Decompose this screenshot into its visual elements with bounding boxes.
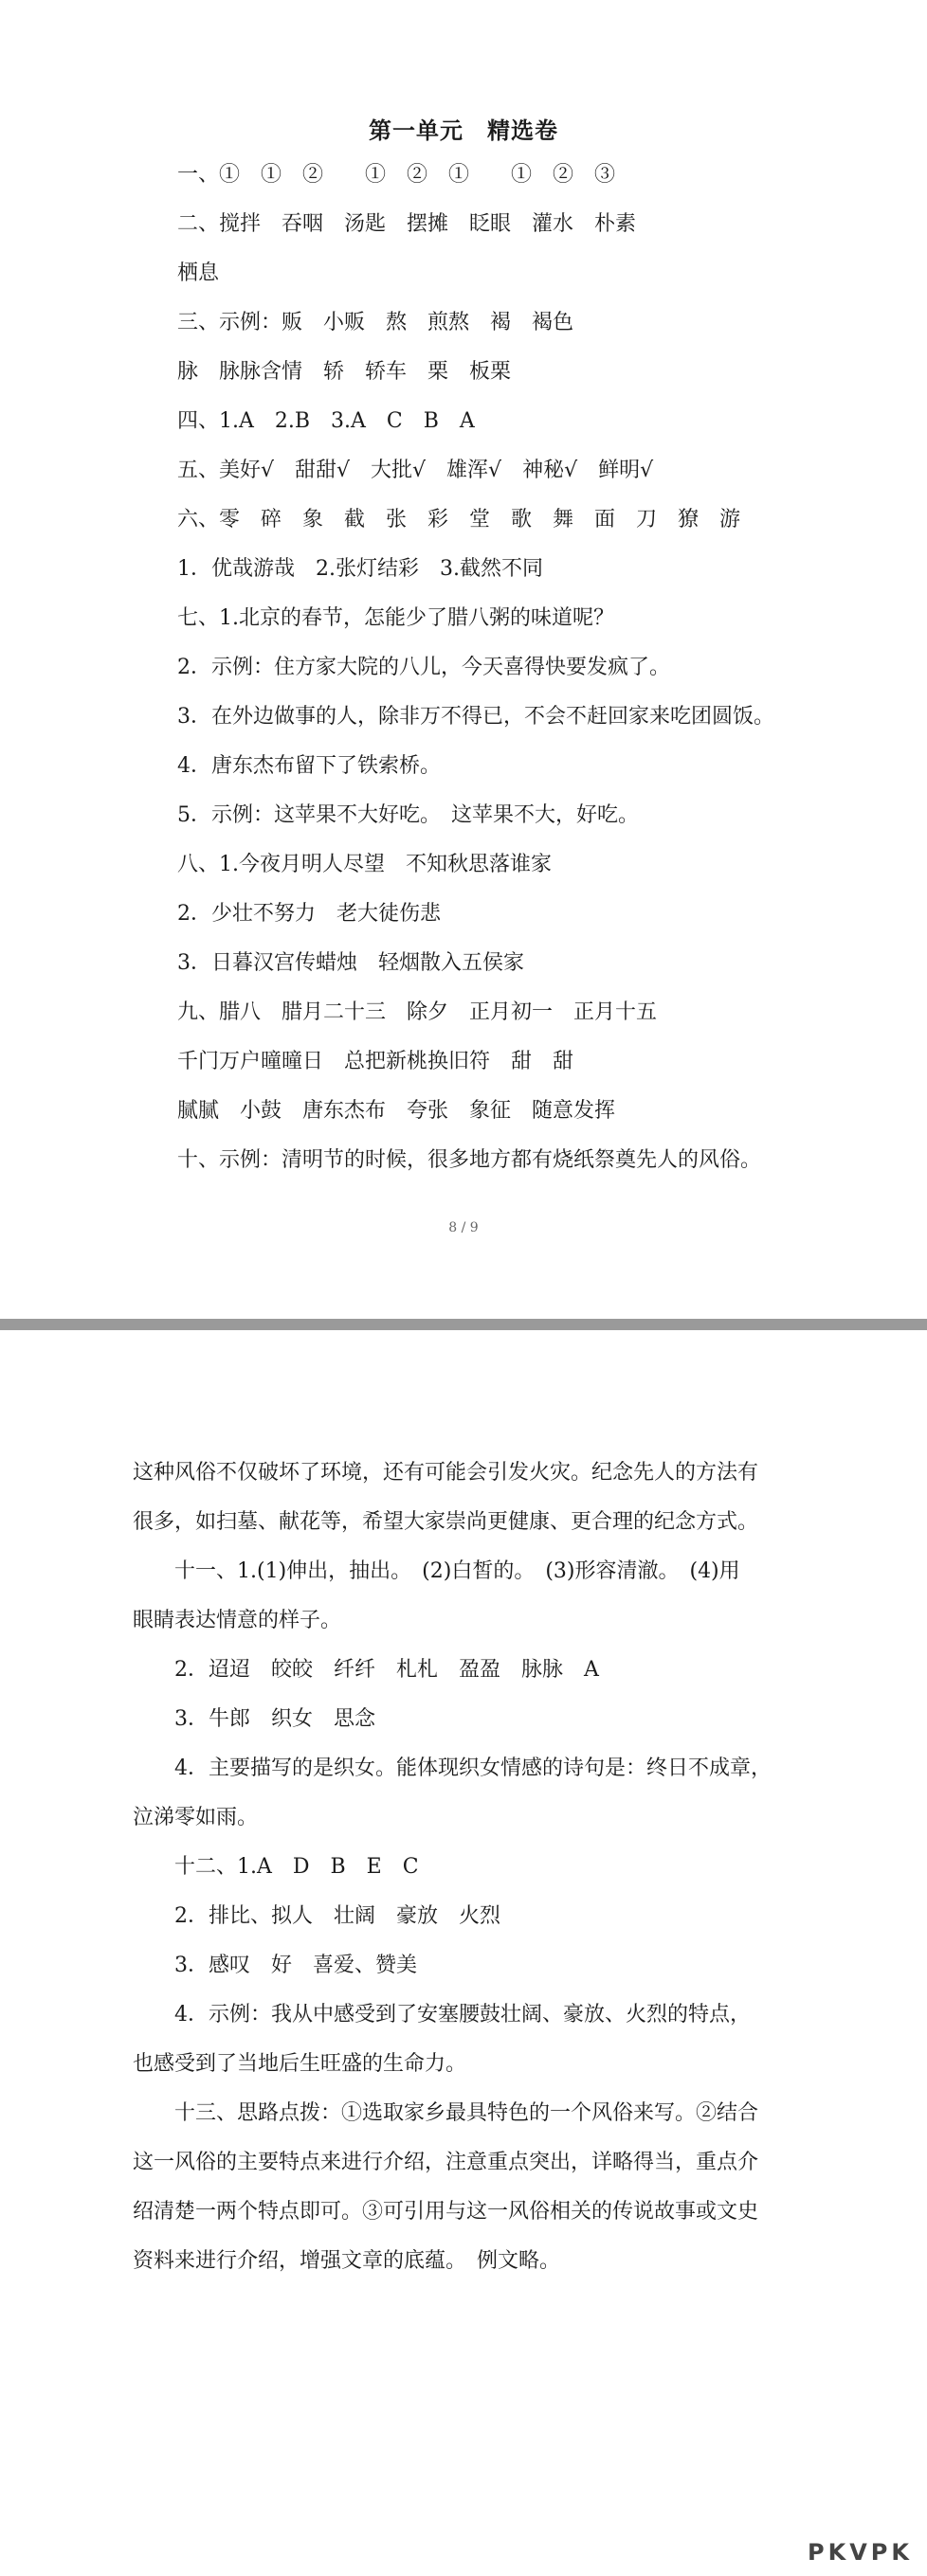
answer-line: 六、零 碎 象 截 张 彩 堂 歌 舞 面 刀 獠 游	[177, 508, 741, 531]
answer-line: 八、1.今夜月明人尽望 不知秋思落谁家	[177, 853, 552, 876]
answer-line: 3．在外边做事的人，除非万不得已，不会不赶回家来吃团圆饭。	[177, 705, 774, 729]
answer-line: 1．优哉游哉 2.张灯结彩 3.截然不同	[177, 557, 543, 581]
answer-line: 一、① ① ② ① ② ① ① ② ③	[177, 163, 616, 187]
answer-line: 3．牛郎 织女 思念	[133, 1707, 375, 1731]
answer-line: 脉 脉脉含情 轿 轿车 栗 板栗	[177, 360, 512, 384]
answer-page-2	[0, 1336, 927, 2576]
answer-line: 四、1.A 2.B 3.A C B A	[177, 409, 475, 433]
answer-line: 十三、思路点拨：①选取家乡最具特色的一个风俗来写。②结合	[133, 2101, 759, 2125]
watermark: PKVPK	[808, 2539, 913, 2566]
answer-line: 4．示例：我从中感受到了安塞腰鼓壮阔、豪放、火烈的特点，	[133, 2003, 751, 2027]
page-separator	[0, 1306, 927, 1336]
answer-line: 十、示例：清明节的时候，很多地方都有烧纸祭奠先人的风俗。	[177, 1148, 762, 1172]
answer-line: 十二、1.A D B E C	[133, 1855, 419, 1879]
answer-line: 这一风俗的主要特点来进行介绍，注意重点突出，详略得当，重点介	[133, 2151, 759, 2174]
answer-line: 2．排比、拟人 壮阔 豪放 火烈	[133, 1904, 500, 1928]
page-title: 第一单元 精选卷	[369, 117, 558, 144]
answer-line: 3．日暮汉宫传蜡烛 轻烟散入五侯家	[177, 951, 524, 975]
answer-line: 九、腊八 腊月二十三 除夕 正月初一 正月十五	[177, 1000, 658, 1024]
page-number: 8 / 9	[448, 1220, 479, 1235]
answer-line: 三、示例：贩 小贩 熬 煎熬 褐 褐色	[177, 311, 574, 334]
answer-line: 5．示例：这苹果不大好吃。 这苹果不大，好吃。	[177, 803, 639, 827]
answer-line: 2．少壮不努力 老大徒伤悲	[177, 902, 441, 926]
answer-line: 绍清楚一两个特点即可。③可引用与这一风俗相关的传说故事或文史	[133, 2200, 759, 2224]
answer-line: 4．唐东杰布留下了铁索桥。	[177, 754, 441, 778]
answer-line: 3．感叹 好 喜爱、赞美	[133, 1954, 417, 1977]
answer-line: 七、1.北京的春节，怎能少了腊八粥的味道呢？	[177, 606, 614, 630]
answer-line: 五、美好√ 甜甜√ 大批√ 雄浑√ 神秘√ 鲜明√	[177, 459, 654, 482]
answer-line: 很多，如扫墓、献花等，希望大家崇尚更健康、更合理的纪念方式。	[133, 1510, 759, 1534]
answer-line: 眼睛表达情意的样子。	[133, 1609, 342, 1632]
answer-line: 腻腻 小鼓 唐东杰布 夸张 象征 随意发挥	[177, 1099, 616, 1123]
answer-line: 泣涕零如雨。	[133, 1806, 259, 1829]
answer-line: 资料来进行介绍，增强文章的底蕴。 例文略。	[133, 2249, 561, 2273]
answer-line: 二、搅拌 吞咽 汤匙 摆摊 眨眼 灌水 朴素	[177, 212, 637, 236]
answer-line: 4．主要描写的是织女。能体现织女情感的诗句是：终日不成章，	[133, 1756, 772, 1780]
answer-line: 2．迢迢 皎皎 纤纤 札札 盈盈 脉脉 A	[133, 1658, 599, 1682]
answer-line: 这种风俗不仅破坏了环境，还有可能会引发火灾。纪念先人的方法有	[133, 1461, 759, 1485]
answer-line: 十一、1.(1)伸出，抽出。 (2)白皙的。 (3)形容清澈。 (4)用	[133, 1559, 740, 1583]
separator-bar	[0, 1319, 927, 1330]
answer-line: 千门万户曈曈日 总把新桃换旧符 甜 甜	[177, 1050, 574, 1073]
answer-line: 2．示例：住方家大院的八儿，今天喜得快要发疯了。	[177, 656, 670, 679]
answer-line: 栖息	[177, 261, 220, 285]
answer-line: 也感受到了当地后生旺盛的生命力。	[133, 2052, 467, 2076]
